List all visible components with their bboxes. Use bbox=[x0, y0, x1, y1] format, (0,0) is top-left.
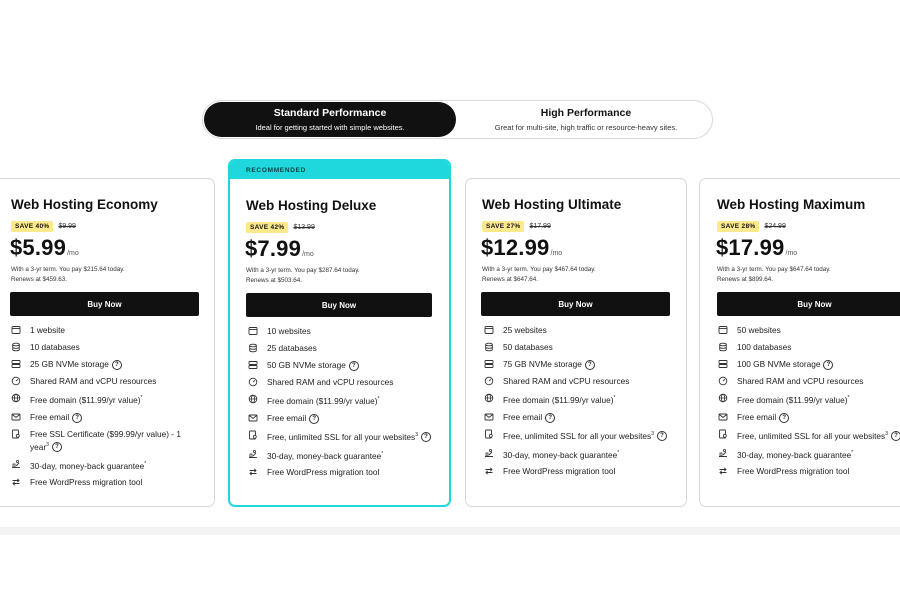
feature-text bbox=[737, 448, 853, 461]
speed-icon bbox=[248, 377, 258, 387]
feature-item bbox=[718, 429, 900, 442]
feature-text bbox=[503, 325, 547, 336]
plan-name: Web Hosting Deluxe bbox=[246, 198, 377, 213]
feature-label: 1 website bbox=[30, 325, 66, 335]
feature-label: 25 websites bbox=[503, 325, 547, 335]
info-icon[interactable]: ? bbox=[823, 360, 833, 370]
feature-list bbox=[11, 325, 181, 494]
feature-text bbox=[737, 429, 900, 442]
feature-label: 30-day, money-back guarantee bbox=[737, 449, 852, 460]
footnote-marker: 3 bbox=[885, 430, 888, 437]
migration-icon bbox=[11, 477, 21, 487]
info-icon[interactable]: ? bbox=[52, 442, 62, 452]
footnote-marker: 3 bbox=[415, 431, 418, 438]
feature-text bbox=[503, 342, 553, 353]
plan-card-ultimate bbox=[465, 178, 687, 507]
feature-text bbox=[267, 343, 317, 354]
feature-label-continued: year bbox=[30, 441, 47, 452]
feature-text bbox=[737, 342, 791, 353]
price: $17.99 bbox=[716, 235, 785, 260]
feature-item bbox=[11, 429, 181, 453]
feature-text bbox=[737, 393, 849, 406]
buy-now-button[interactable]: Buy Now bbox=[481, 292, 670, 316]
feature-label: Free, unlimited SSL for all your websites bbox=[503, 430, 652, 441]
feature-text bbox=[30, 429, 181, 453]
feature-text bbox=[267, 360, 359, 371]
feature-text bbox=[503, 359, 595, 370]
feature-label: Free WordPress migration tool bbox=[30, 477, 143, 488]
money-back-icon bbox=[11, 459, 21, 469]
feature-label: Free SSL Certificate ($99.99/yr value) - 1 bbox=[30, 428, 181, 439]
footnote-marker: 3 bbox=[46, 441, 49, 448]
save-badge: SAVE 28% bbox=[717, 221, 759, 232]
original-price: $17.99 bbox=[529, 223, 551, 230]
term-note: With a 3-yr term. You pay $287.64 today. bbox=[246, 267, 360, 274]
price: $12.99 bbox=[481, 235, 550, 260]
buy-now-button[interactable]: Buy Now bbox=[717, 292, 900, 316]
globe-icon bbox=[11, 393, 21, 403]
feature-label: 30-day, money-back guarantee bbox=[267, 450, 382, 461]
feature-item bbox=[248, 360, 431, 371]
buy-now-button[interactable]: Buy Now bbox=[246, 293, 432, 317]
footnote-marker: * bbox=[617, 449, 620, 456]
footnote-marker: 3 bbox=[651, 430, 654, 437]
info-icon[interactable]: ? bbox=[112, 360, 122, 370]
info-icon[interactable]: ? bbox=[585, 360, 595, 370]
feature-label: 10 websites bbox=[267, 326, 311, 336]
feature-text bbox=[737, 376, 863, 387]
feature-label: 25 GB NVMe storage bbox=[30, 359, 109, 369]
feature-label: 50 GB NVMe storage bbox=[267, 360, 346, 370]
info-icon[interactable]: ? bbox=[72, 413, 82, 423]
term-note: With a 3-yr term. You pay $215.64 today. bbox=[11, 266, 125, 273]
standard-performance-title: Standard Performance bbox=[273, 106, 387, 119]
speed-icon bbox=[718, 376, 728, 386]
feature-item bbox=[484, 393, 667, 406]
email-icon bbox=[484, 412, 494, 422]
feature-item bbox=[11, 359, 181, 370]
feature-label: 25 databases bbox=[267, 343, 317, 353]
feature-text bbox=[30, 393, 142, 406]
feature-label: 100 databases bbox=[737, 342, 792, 352]
feature-text bbox=[503, 466, 615, 477]
feature-item bbox=[11, 459, 181, 472]
save-badge: SAVE 42% bbox=[246, 222, 288, 233]
feature-text bbox=[737, 412, 789, 423]
migration-icon bbox=[484, 466, 494, 476]
feature-label: Shared RAM and vCPU resources bbox=[737, 376, 864, 386]
feature-label: 100 GB NVMe storage bbox=[737, 359, 821, 369]
per-month-label: /mo bbox=[67, 250, 79, 257]
feature-item bbox=[718, 359, 900, 370]
globe-icon bbox=[718, 393, 728, 403]
feature-item bbox=[718, 325, 900, 336]
feature-label: Free email bbox=[267, 412, 307, 423]
feature-text bbox=[267, 413, 319, 424]
feature-text bbox=[267, 377, 393, 388]
feature-text bbox=[267, 467, 379, 478]
feature-text bbox=[737, 359, 833, 370]
feature-item bbox=[248, 394, 431, 407]
standard-performance-tab[interactable] bbox=[204, 102, 456, 137]
feature-item bbox=[11, 393, 181, 406]
feature-item bbox=[718, 376, 900, 387]
footnote-marker: * bbox=[144, 460, 147, 467]
save-badge: SAVE 27% bbox=[482, 221, 524, 232]
feature-label: Free email bbox=[737, 411, 777, 422]
feature-text bbox=[503, 376, 629, 387]
feature-label: Free, unlimited SSL for all your websites bbox=[267, 431, 416, 442]
globe-icon bbox=[248, 394, 258, 404]
feature-item bbox=[484, 448, 667, 461]
feature-text bbox=[30, 477, 142, 488]
feature-label: Free email bbox=[503, 411, 543, 422]
feature-list bbox=[718, 325, 900, 483]
feature-label: 10 databases bbox=[30, 342, 80, 352]
high-performance-tab[interactable] bbox=[461, 102, 711, 137]
website-icon bbox=[484, 325, 494, 335]
feature-label: 75 GB NVMe storage bbox=[503, 359, 582, 369]
renewal-note: Renews at $459.63. bbox=[11, 276, 68, 283]
money-back-icon bbox=[248, 449, 258, 459]
certificate-icon bbox=[248, 430, 258, 440]
plan-card-economy bbox=[0, 178, 215, 507]
website-icon bbox=[248, 326, 258, 336]
feature-item bbox=[248, 377, 431, 388]
feature-item bbox=[484, 376, 667, 387]
feature-label: 30-day, money-back guarantee bbox=[503, 449, 618, 460]
speed-icon bbox=[11, 376, 21, 386]
feature-text bbox=[30, 412, 82, 423]
feature-item bbox=[248, 430, 431, 443]
feature-item bbox=[718, 466, 900, 477]
feature-text bbox=[503, 429, 667, 442]
footnote-marker: * bbox=[851, 449, 854, 456]
term-note: With a 3-yr term. You pay $647.64 today. bbox=[717, 266, 831, 273]
feature-text bbox=[503, 412, 555, 423]
feature-item bbox=[248, 449, 431, 462]
email-icon bbox=[11, 412, 21, 422]
footnote-marker: * bbox=[847, 395, 850, 401]
high-performance-subtitle: Great for multi-site, high traffic or resource-heavy sites. bbox=[494, 122, 678, 132]
price: $7.99 bbox=[245, 236, 302, 261]
info-icon[interactable]: ? bbox=[657, 431, 667, 441]
per-month-label: /mo bbox=[302, 251, 314, 258]
feature-item bbox=[484, 342, 667, 353]
high-performance-title: High Performance bbox=[540, 106, 632, 119]
feature-text bbox=[30, 342, 80, 353]
feature-label: Free, unlimited SSL for all your websites bbox=[737, 430, 886, 441]
email-icon bbox=[248, 413, 258, 423]
info-icon[interactable]: ? bbox=[779, 413, 789, 423]
database-icon bbox=[718, 342, 728, 352]
feature-label: Free email bbox=[30, 411, 70, 422]
renewal-note: Renews at $647.64. bbox=[482, 276, 539, 283]
plan-card-deluxe bbox=[228, 159, 451, 507]
feature-item bbox=[11, 477, 181, 488]
email-icon bbox=[718, 412, 728, 422]
footnote-marker: * bbox=[377, 396, 380, 402]
money-back-icon bbox=[484, 448, 494, 458]
original-price: $9.99 bbox=[58, 223, 76, 230]
price: $5.99 bbox=[10, 235, 67, 260]
feature-label: Free domain ($11.99/yr value) bbox=[503, 394, 614, 405]
feature-label: Free domain ($11.99/yr value) bbox=[30, 394, 141, 405]
feature-item bbox=[248, 343, 431, 354]
migration-icon bbox=[718, 466, 728, 476]
migration-icon bbox=[248, 467, 258, 477]
globe-icon bbox=[484, 393, 494, 403]
info-icon[interactable]: ? bbox=[545, 413, 555, 423]
feature-text bbox=[267, 449, 383, 462]
feature-item bbox=[718, 448, 900, 461]
database-icon bbox=[484, 342, 494, 352]
feature-text bbox=[267, 430, 431, 443]
feature-item bbox=[484, 412, 667, 423]
certificate-icon bbox=[718, 429, 728, 439]
feature-item bbox=[248, 467, 431, 478]
feature-item bbox=[718, 393, 900, 406]
feature-label: Free domain ($11.99/yr value) bbox=[737, 394, 848, 405]
feature-item bbox=[718, 342, 900, 353]
feature-text bbox=[267, 326, 311, 337]
renewal-note: Renews at $503.64. bbox=[246, 277, 303, 284]
feature-item bbox=[484, 325, 667, 336]
feature-item bbox=[248, 326, 431, 337]
plan-name: Web Hosting Maximum bbox=[717, 197, 866, 212]
buy-now-button[interactable]: Buy Now bbox=[10, 292, 199, 316]
per-month-label: /mo bbox=[550, 250, 563, 257]
save-badge: SAVE 40% bbox=[11, 221, 53, 232]
feature-item bbox=[484, 359, 667, 370]
database-icon bbox=[248, 343, 258, 353]
money-back-icon bbox=[718, 448, 728, 458]
plan-name: Web Hosting Ultimate bbox=[482, 197, 622, 212]
speed-icon bbox=[484, 376, 494, 386]
info-icon[interactable]: ? bbox=[349, 361, 359, 371]
info-icon[interactable]: ? bbox=[309, 414, 319, 424]
recommended-banner: RECOMMENDED bbox=[230, 161, 449, 179]
feature-text bbox=[737, 325, 781, 336]
feature-item bbox=[11, 342, 181, 353]
storage-icon bbox=[248, 360, 258, 370]
feature-item bbox=[11, 376, 181, 387]
feature-text bbox=[737, 466, 849, 477]
feature-list bbox=[484, 325, 667, 483]
info-icon[interactable]: ? bbox=[421, 432, 431, 442]
feature-item bbox=[718, 412, 900, 423]
feature-text bbox=[30, 459, 146, 472]
info-icon[interactable]: ? bbox=[891, 431, 900, 441]
website-icon bbox=[11, 325, 21, 335]
feature-item bbox=[484, 466, 667, 477]
certificate-icon bbox=[11, 429, 21, 439]
feature-list bbox=[248, 326, 431, 484]
plan-name: Web Hosting Economy bbox=[11, 197, 158, 212]
original-price: $13.99 bbox=[293, 224, 315, 231]
feature-item bbox=[11, 412, 181, 423]
feature-text bbox=[503, 393, 615, 406]
storage-icon bbox=[11, 359, 21, 369]
feature-label: Shared RAM and vCPU resources bbox=[503, 376, 630, 386]
feature-label: Free WordPress migration tool bbox=[267, 467, 380, 478]
original-price: $24.99 bbox=[764, 223, 786, 230]
feature-label: 50 databases bbox=[503, 342, 553, 352]
plan-card-maximum bbox=[699, 178, 900, 507]
storage-icon bbox=[484, 359, 494, 369]
feature-label: 30-day, money-back guarantee bbox=[30, 460, 145, 471]
feature-label: Shared RAM and vCPU resources bbox=[30, 376, 157, 386]
footnote-marker: * bbox=[613, 395, 616, 401]
per-month-label: /mo bbox=[785, 250, 798, 257]
feature-label: 50 websites bbox=[737, 325, 781, 335]
feature-label: Free domain ($11.99/yr value) bbox=[267, 395, 378, 406]
feature-text bbox=[267, 394, 379, 407]
database-icon bbox=[11, 342, 21, 352]
feature-text bbox=[30, 376, 156, 387]
feature-text bbox=[30, 359, 122, 370]
feature-item bbox=[248, 413, 431, 424]
section-divider bbox=[0, 527, 900, 535]
performance-toggle bbox=[202, 100, 713, 139]
footnote-marker: * bbox=[140, 395, 143, 401]
feature-label: Free WordPress migration tool bbox=[503, 466, 616, 477]
feature-item bbox=[11, 325, 181, 336]
feature-text bbox=[30, 325, 65, 336]
storage-icon bbox=[718, 359, 728, 369]
certificate-icon bbox=[484, 429, 494, 439]
renewal-note: Renews at $899.64. bbox=[717, 276, 774, 283]
feature-label: Shared RAM and vCPU resources bbox=[267, 377, 394, 387]
standard-performance-subtitle: Ideal for getting started with simple websites. bbox=[255, 122, 405, 132]
feature-text bbox=[503, 448, 619, 461]
footnote-marker: * bbox=[381, 450, 384, 457]
feature-item bbox=[484, 429, 667, 442]
feature-label: Free WordPress migration tool bbox=[737, 466, 850, 477]
term-note: With a 3-yr term. You pay $467.64 today. bbox=[482, 266, 596, 273]
website-icon bbox=[718, 325, 728, 335]
